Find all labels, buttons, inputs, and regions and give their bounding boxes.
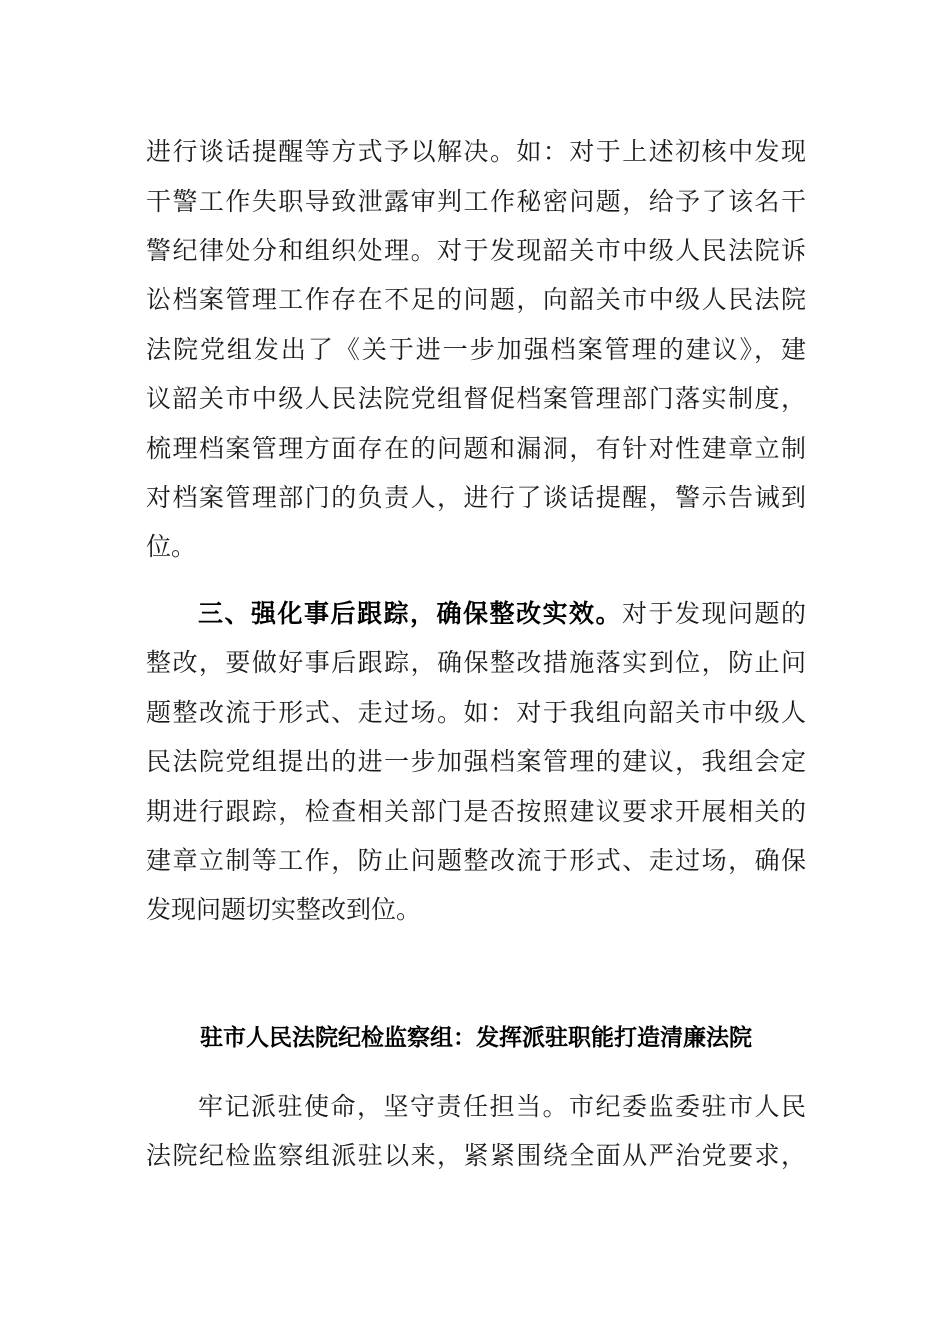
paragraph-2-line-6: 建章立制等工作，防止问题整改流于形式、走过场，确保	[146, 846, 806, 875]
paragraph-1-line-3: 警纪律处分和组织处理。对于发现韶关市中级人民法院诉	[146, 236, 806, 265]
paragraph-3-line-1: 牢记派驻使命，坚守责任担当。市纪委监委驻市人民	[198, 1092, 806, 1121]
paragraph-1-line-4: 讼档案管理工作存在不足的问题，向韶关市中级人民法院	[146, 285, 806, 314]
paragraph-2-line-3: 题整改流于形式、走过场。如：对于我组向韶关市中级人	[146, 698, 806, 727]
paragraph-1-line-1: 进行谈话提醒等方式予以解决。如：对于上述初核中发现	[146, 137, 806, 166]
paragraph-1-line-7: 梳理档案管理方面存在的问题和漏洞，有针对性建章立制	[146, 434, 806, 463]
paragraph-2-first-line-rest: 对于发现问题的	[621, 599, 806, 628]
paragraph-2-line-1	[198, 588, 806, 640]
paragraph-1-line-9: 位。	[146, 532, 197, 561]
paragraph-2-line-4: 民法院党组提出的进一步加强档案管理的建议，我组会定	[146, 747, 806, 776]
paragraph-2-line-2: 整改，要做好事后跟踪，确保整改措施落实到位，防止问	[146, 648, 806, 677]
paragraph-1-line-5: 法院党组发出了《关于进一步加强档案管理的建议》，建	[146, 335, 806, 364]
paragraph-3-line-2: 法院纪检监察组派驻以来，紧紧围绕全面从严治党要求，	[146, 1141, 806, 1170]
paragraph-2-line-7: 发现问题切实整改到位。	[146, 895, 422, 924]
paragraph-2-bold-lead: 三、强化事后跟踪，确保整改实效。	[198, 599, 622, 628]
section-heading: 驻市人民法院纪检监察组：发挥派驻职能打造清廉法院	[200, 1024, 752, 1051]
paragraph-1-line-6: 议韶关市中级人民法院党组督促档案管理部门落实制度，	[146, 384, 806, 413]
paragraph-1-line-8: 对档案管理部门的负责人，进行了谈话提醒，警示告诫到	[146, 483, 806, 512]
paragraph-2-line-5: 期进行跟踪，检查相关部门是否按照建议要求开展相关的	[146, 797, 806, 826]
paragraph-1-line-2: 干警工作失职导致泄露审判工作秘密问题，给予了该名干	[146, 187, 806, 216]
